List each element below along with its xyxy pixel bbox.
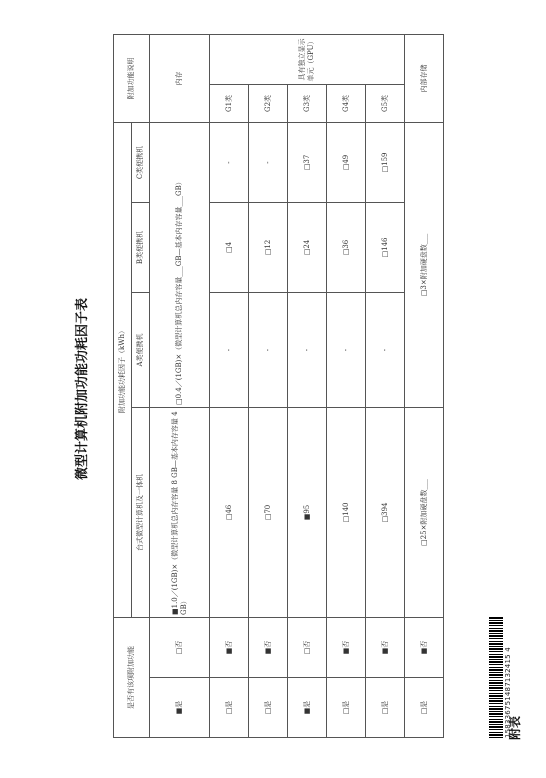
- g3-yes-checkbox[interactable]: ■是: [288, 678, 327, 738]
- g1-class-a-value: -: [210, 293, 249, 408]
- g5-type-label: G5类: [366, 84, 405, 122]
- storage-portable-formula: □3×附加硬盘数___: [405, 122, 444, 407]
- memory-portable-formula: □0.4／(1GB)×（微型计算机总内存容量___GB—基本内存容量___GB）: [150, 122, 210, 407]
- g4-class-a-value: -: [327, 293, 366, 408]
- memory-yes-checkbox[interactable]: ■是: [150, 678, 210, 738]
- g1-type-label: G1类: [210, 84, 249, 122]
- g4-type-label: G4类: [327, 84, 366, 122]
- g5-class-b-value: □146: [366, 203, 405, 293]
- storage-no-checkbox[interactable]: ■否: [405, 618, 444, 678]
- factor-table: [113, 34, 444, 738]
- gpu-description: 具有独立显示单元（GPU）: [210, 34, 405, 84]
- barcode-graphic: [489, 616, 503, 738]
- g3-class-b-value: □24: [288, 203, 327, 293]
- header-class-a: A类便携机: [132, 293, 150, 408]
- g2-type-label: G2类: [249, 84, 288, 122]
- g1-class-b-value: □4: [210, 203, 249, 293]
- g5-desktop-value: □394: [366, 408, 405, 618]
- g2-no-checkbox[interactable]: ■否: [249, 618, 288, 678]
- g2-class-a-value: -: [249, 293, 288, 408]
- g3-no-checkbox[interactable]: □否: [288, 618, 327, 678]
- storage-description: 内部存储: [405, 34, 444, 122]
- g1-no-checkbox[interactable]: ■否: [210, 618, 249, 678]
- g1-class-c-value: -: [210, 122, 249, 202]
- g5-no-checkbox[interactable]: ■否: [366, 618, 405, 678]
- g4-yes-checkbox[interactable]: □是: [327, 678, 366, 738]
- g4-no-checkbox[interactable]: ■否: [327, 618, 366, 678]
- g5-yes-checkbox[interactable]: □是: [366, 678, 405, 738]
- header-question: 是否有该项附加功能: [114, 618, 150, 738]
- g1-yes-checkbox[interactable]: □是: [210, 678, 249, 738]
- document-title: 微型计算机附加功能功耗因子表: [75, 298, 90, 481]
- storage-yes-checkbox[interactable]: □是: [405, 678, 444, 738]
- g3-desktop-value: ■95: [288, 408, 327, 618]
- barcode-number: 158336751487132415 4: [504, 647, 512, 738]
- g3-class-a-value: -: [288, 293, 327, 408]
- memory-desktop-formula: ■1.0／(1GB)×（微型计算机总内存容量 8 GB—基本内存容量 4 GB）: [150, 408, 210, 618]
- g2-yes-checkbox[interactable]: □是: [249, 678, 288, 738]
- memory-description: 内存: [150, 34, 210, 122]
- g3-type-label: G3类: [288, 84, 327, 122]
- g5-class-a-value: -: [366, 293, 405, 408]
- g4-class-b-value: □36: [327, 203, 366, 293]
- header-class-c: C类便携机: [132, 122, 150, 202]
- g2-class-b-value: □12: [249, 203, 288, 293]
- g2-class-c-value: -: [249, 122, 288, 202]
- g2-desktop-value: □70: [249, 408, 288, 618]
- memory-no-checkbox[interactable]: □否: [150, 618, 210, 678]
- g4-class-c-value: □49: [327, 122, 366, 202]
- header-factor-group: 附加功能功耗因子（kWh）: [114, 122, 132, 617]
- appendix-label: 附表: [508, 715, 522, 740]
- header-description: 附加功能说明: [114, 34, 150, 122]
- storage-desktop-formula: □25×附加硬盘数___: [405, 408, 444, 618]
- header-class-b: B类便携机: [132, 203, 150, 293]
- g4-desktop-value: □140: [327, 408, 366, 618]
- header-desktop: 台式微型计算机及一体机: [132, 408, 150, 618]
- g1-desktop-value: □46: [210, 408, 249, 618]
- g5-class-c-value: □159: [366, 122, 405, 202]
- g3-class-c-value: □37: [288, 122, 327, 202]
